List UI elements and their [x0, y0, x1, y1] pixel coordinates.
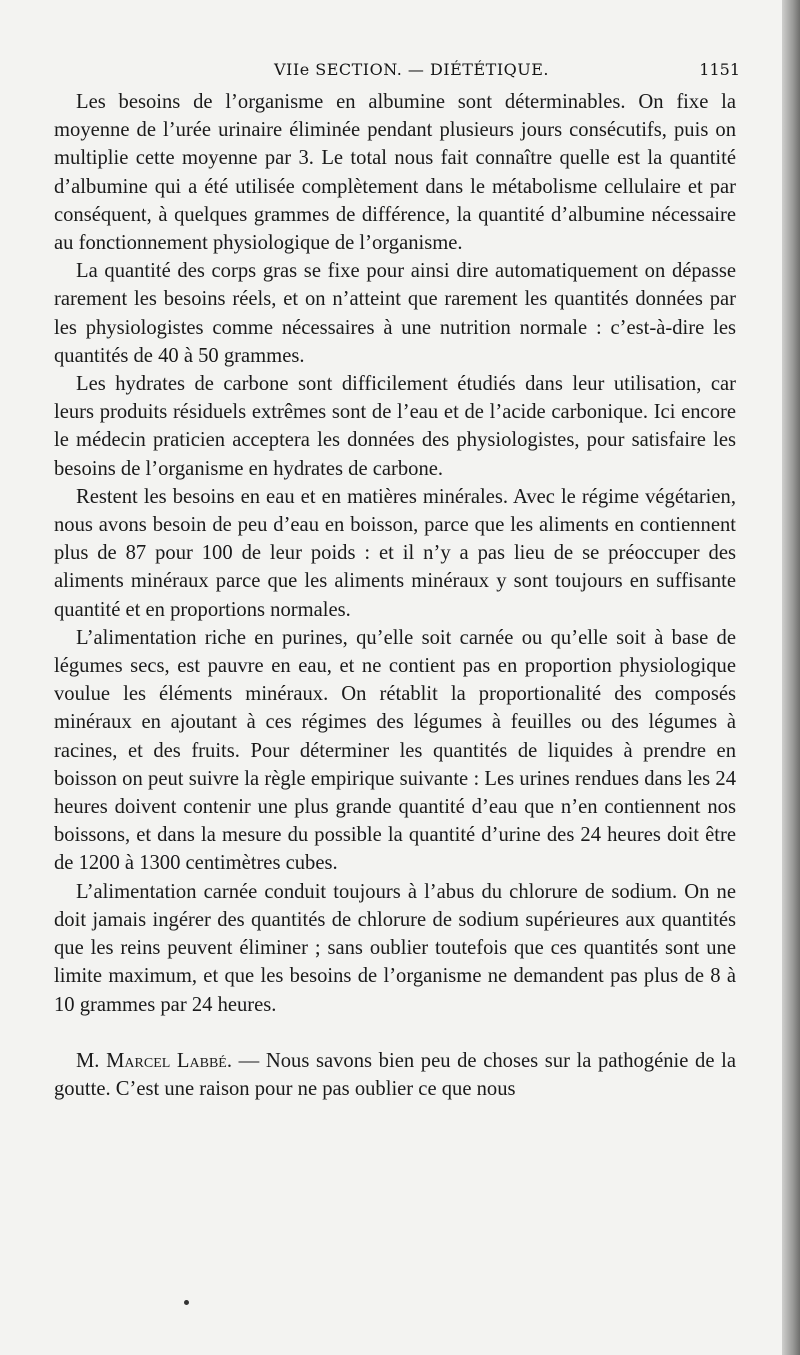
ink-speck: [184, 1300, 189, 1305]
paragraph-chlorure-sodium: L’alimentation carnée conduit toujours à l’abus du chlorure de sodium. On ne doit jamais ingérer des quantités de chlorure de sodium supérieures aux quantités que les reins peuvent éliminer ; sans oublier toutefois que ces quantités sont une limite maximum, et que les besoins de l’organisme ne demandent pas plus de 8 à 10 grammes par 24 heures.: [54, 880, 736, 1016]
discussion-text: — Nous savons bien peu de choses sur la pathogénie de la goutte. C’est une raison pour ne pas oublier ce que nous: [54, 1049, 736, 1100]
paragraph-albumine: Les besoins de l’organisme en albumine sont déterminables. On fixe la moyenne de l’urée urinaire éliminée pendant plusieurs jours consécutifs, puis on multiplie cette moyenne par 3. Le total nous fait connaître quelle est la quantité d’albumine qui a été utilisée complètement dans le métabolisme cellulaire et par conséquent, à quelques grammes de différence, la quantité d’albumine nécessaire au fonctionnement physiologique de l’organisme.: [54, 91, 736, 255]
section-title: VIIe SECTION. — DIÉTÉTIQUE.: [274, 60, 550, 79]
speaker-name: M. Marcel Labbé.: [76, 1049, 232, 1072]
paragraph-corps-gras: La quantité des corps gras se fixe pour ainsi dire automatiquement on dépasse rarement les besoins réels, et on n’atteint que rarement les quantités données par les physiologistes comme nécessaires à une nutrition normale : c’est-à-dire les quantités de 40 à 50 grammes.: [54, 260, 736, 367]
paragraph-hydrates-carbone: Les hydrates de carbone sont difficilement étudiés dans leur utilisation, car leurs produits résiduels extrêmes sont de l’eau et de l’acide carbonique. Ici encore le médecin praticien acceptera les données des physiologistes, pour satisfaire les besoins de l’organisme en hydrates de carbone.: [54, 373, 736, 480]
page-body: [54, 88, 736, 1103]
paragraph-eau-mineraux: Restent les besoins en eau et en matières minérales. Avec le régime végétarien, nous avons besoin de peu d’eau en boisson, parce que les aliments en contiennent plus de 87 pour 100 de leur poids : et il n’y a pas lieu de se préoccuper des aliments minéraux parce que les aliments minéraux y sont toujours en suffisante quantité et en proportions normales.: [54, 485, 736, 621]
running-head: [52, 60, 740, 84]
page-edge-shadow: [782, 0, 800, 1355]
page-number: 1151: [699, 60, 740, 79]
paragraph-purines: L’alimentation riche en purines, qu’elle soit carnée ou qu’elle soit à base de légumes secs, est pauvre en eau, et ne contient pas en proportion physiologique voulue les éléments minéraux. On rétablit la proportionalité des composés minéraux en ajoutant à ces régimes des légumes à feuilles ou des légumes à racines, et des fruits. Pour déterminer les quantités de liquides à prendre en boisson on peut suivre la règle empirique suivante : Les urines rendues dans les 24 heures doivent contenir une plus grande quantité d’eau que n’en contiennent nos boissons, et dans la mesure du possible la quantité d’urine des 24 heures doit être de 1200 à 1300 centimètres cubes.: [54, 626, 736, 875]
discussion-paragraph: [54, 1047, 736, 1103]
